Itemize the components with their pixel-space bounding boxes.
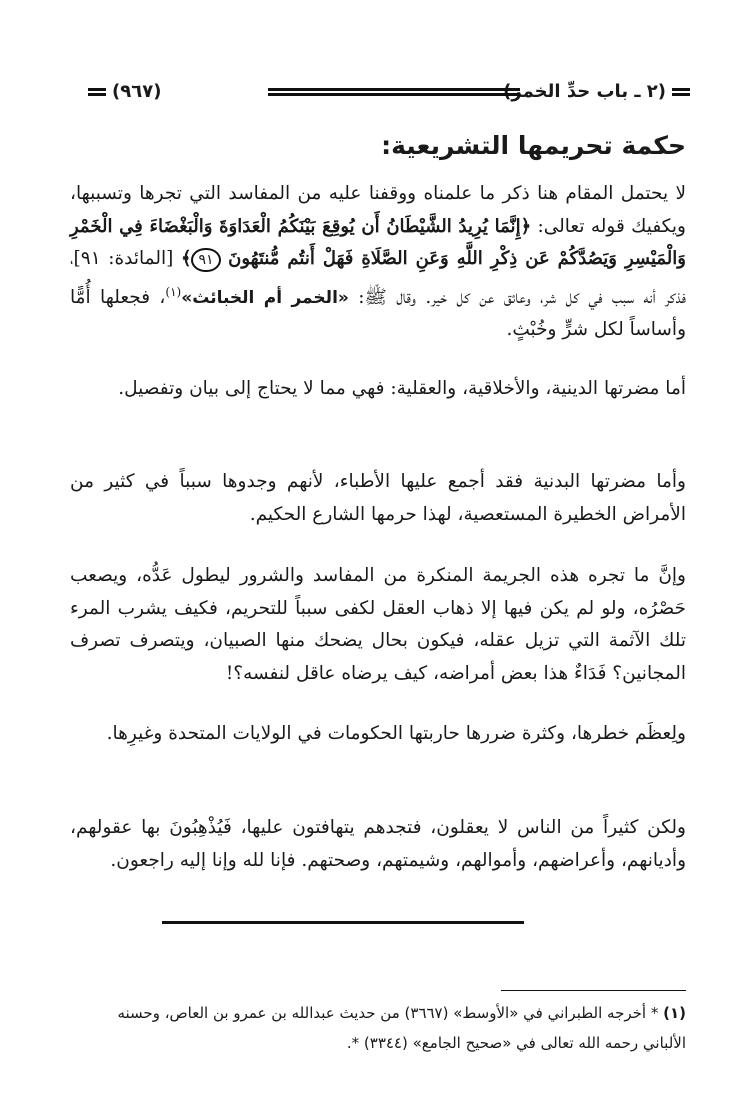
footnote-separator	[501, 990, 686, 991]
running-header	[88, 74, 690, 110]
footnote-text: * أخرجه الطبراني في «الأوسط» (٣٦٦٧) من حديث عبدالله بن عمرو بن العاص، وحسنه الألباني رحمه الله تعالى في «صحيح الجامع» (٣٣٤٤) *.	[117, 1004, 686, 1052]
verse-close-bracket: ﴾	[180, 248, 192, 269]
quran-verse: ﴿إِنَّمَا يُرِيدُ الشَّيْطَانُ أَن يُوقِعَ بَيْنَكُمُ الْعَدَاوَةَ وَالْبَغْضَاءَ فِي الْخَمْرِ وَالْمَيْسِرِ وَيَصُدَّكُمْ عَن ذِكْرِ اللَّهِ وَعَنِ الصَّلَاةِ فَهَلْ أَنتُم مُّنتَهُونَ	[70, 215, 686, 269]
paragraph-3: وأما مضرتها البدنية فقد أجمع عليها الأطباء، لأنهم وجدوها سبباً في كثير من الأمراض الخطيرة المستعصية، لهذا حرمها الشارع الحكيم.	[70, 471, 686, 525]
paragraph-6: ولكن كثيراً من الناس لا يعقلون، فتجدهم يتهافتون عليها، فَيُذْهِبُونَ بها عقولهم، وأديانهم، وأعراضهم، وأموالهم، وشيمتهم، وصحتهم. فإنا لله وإنا إليه راجعون.	[70, 817, 686, 871]
footnote-reference[interactable]: (١)	[165, 284, 182, 299]
paragraph-1	[70, 178, 686, 347]
page-number: (٩٦٧)	[112, 81, 162, 102]
paragraph-2: أما مضرتها الدينية، والأخلاقية، والعقلية: فهي مما لا يحتاج إلى بيان وتفصيل.	[118, 378, 686, 399]
header-rule-right	[672, 88, 690, 96]
footnote-number: (١)	[663, 1004, 686, 1022]
verse-number-badge: ٩١	[191, 248, 220, 272]
paragraph-1-intro: لا يحتمل المقام هنا ذكر ما علمناه ووقفنا عليه من المفاسد التي تجرها وتسببها، ويكفيك قوله تعالى:	[70, 183, 686, 237]
verse-citation: [المائدة: ٩١]، فذكر أنه سبب في كل شر، وعائق عن كل خير. وقال ﷺ:	[70, 248, 687, 308]
section-heading: حكمة تحريمها التشريعية:	[381, 131, 686, 160]
footnote	[70, 998, 686, 1058]
paragraph-4: وإنَّ ما تجره هذه الجريمة المنكرة من المفاسد والشرور ليطول عَدُّه، ويصعب حَصْرُه، ولو لم يكن فيها إلا ذهاب العقل لكفى سبباً للتحريم، فكيف يشرب المرء تلك الآثمة التي تزيل عقله، فيكون بحال يضحك منها الصبيان، ويتصرف تصرف المجانين؟ فَدَاءٌ هذا بعض أمراضه، كيف يرضاه عاقل لنفسه؟!	[70, 565, 686, 684]
end-of-text-divider	[162, 921, 524, 924]
chapter-title: (٢ ـ باب حدِّ الخمر)	[503, 81, 666, 102]
paragraph-5: ولِعظَم خطرها، وكثرة ضررها حاربتها الحكومات في الولايات المتحدة وغيرِها.	[106, 723, 686, 744]
paragraph-1-ending: ، فجعلها أُمًّا وأساساً لكل شرٍّ وخُبْثٍ.	[70, 286, 686, 341]
header-rule-left	[88, 88, 106, 96]
hadith-quote: «الخمر أم الخبائث»	[181, 287, 349, 308]
header-rule-middle	[268, 88, 520, 96]
